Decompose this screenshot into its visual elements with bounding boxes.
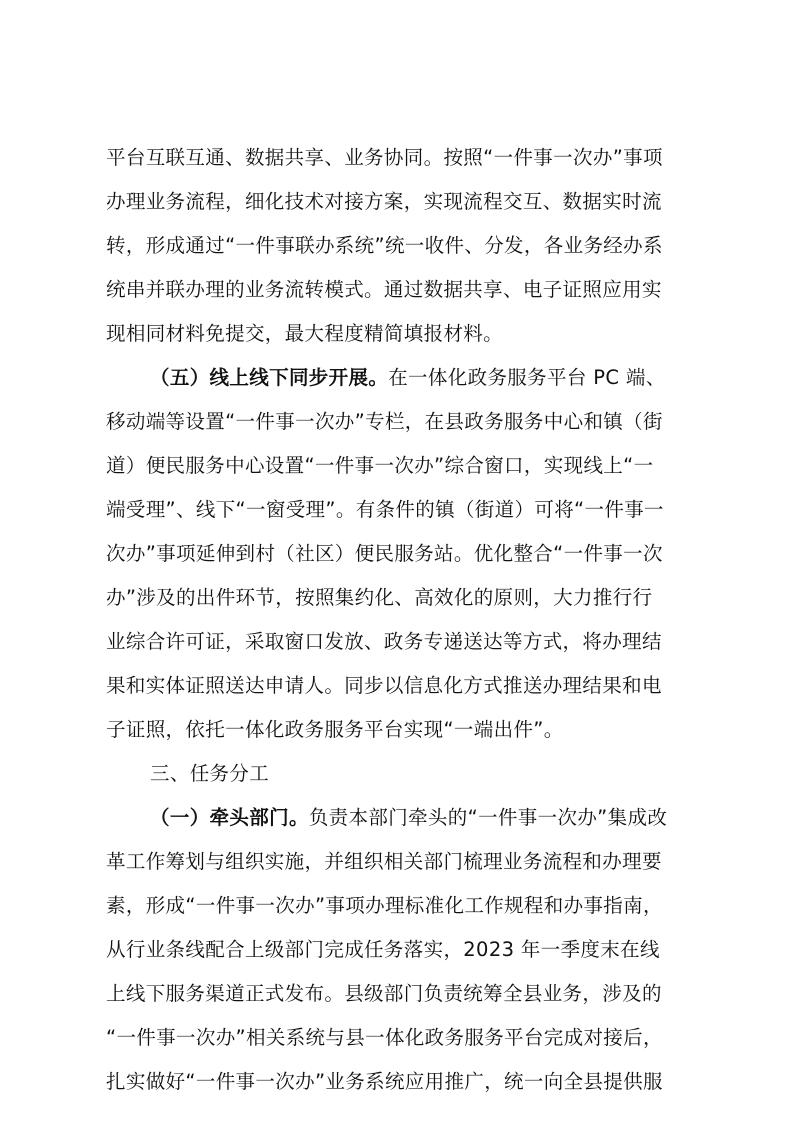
paragraph-text: 端受理”、线下“一窗受理”。有条件的镇（街道）可将“一件事一 xyxy=(106,498,664,521)
paragraph-text: 统串并联办理的业务流转模式。通过数据共享、电子证照应用实 xyxy=(106,278,662,301)
paragraph-text: 转，形成通过“一件事联办系统”统一收件、分发，各业务经办系 xyxy=(106,234,663,257)
paragraph-line xyxy=(0,492,793,528)
section-five-first-line xyxy=(0,360,793,396)
paragraph-line xyxy=(0,580,793,616)
paragraph-line xyxy=(0,184,793,220)
paragraph-line xyxy=(0,844,793,880)
paragraph-line xyxy=(0,1064,793,1100)
paragraph-text: 扎实做好“一件事一次办”业务系统应用推广，统一向全县提供服 xyxy=(106,1070,663,1093)
paragraph-text: 移动端等设置“一件事一次办”专栏，在县政务服务中心和镇（街 xyxy=(106,410,663,433)
paragraph-line xyxy=(0,976,793,1012)
paragraph-line xyxy=(0,228,793,264)
paragraph-line xyxy=(0,888,793,924)
paragraph-line xyxy=(0,668,793,704)
paragraph-text: 办”涉及的出件环节，按照集约化、高效化的原则，大力推行行 xyxy=(106,586,653,609)
paragraph-text: 次办”事项延伸到村（社区）便民服务站。优化整合“一件事一次 xyxy=(106,542,663,565)
paragraph-text: “一件事一次办”相关系统与县一体化政务服务平台完成对接后， xyxy=(106,1026,663,1049)
paragraph-line xyxy=(0,448,793,484)
paragraph-text: 素，形成“一件事一次办”事项办理标准化工作规程和办事指南， xyxy=(106,894,663,917)
section-heading: 三、任务分工 xyxy=(150,762,270,785)
paragraph-text: 果和实体证照送达申请人。同步以信息化方式推送办理结果和电 xyxy=(106,674,662,697)
paragraph-line xyxy=(0,712,793,748)
paragraph-line xyxy=(0,316,793,352)
subsection-one-first-line xyxy=(0,800,793,836)
paragraph-line xyxy=(0,932,793,968)
paragraph-line xyxy=(0,1020,793,1056)
paragraph-line xyxy=(0,272,793,308)
section-heading: （五）线上线下同步开展。 xyxy=(150,366,389,389)
paragraph-line xyxy=(0,536,793,572)
paragraph-text: 子证照，依托一体化政务服务平台实现“一端出件”。 xyxy=(106,718,564,741)
subsection-heading: （一）牵头部门。 xyxy=(150,806,309,829)
paragraph-text: 在一体化政务服务平台 PC 端、 xyxy=(388,366,666,389)
paragraph-text: 上线下服务渠道正式发布。县级部门负责统筹全县业务，涉及的 xyxy=(106,982,662,1005)
section-three-heading-line xyxy=(0,756,793,792)
paragraph-text: 从行业条线配合上级部门完成任务落实，2023 年一季度末在线 xyxy=(106,938,660,961)
paragraph-line xyxy=(0,624,793,660)
paragraph-text: 业综合许可证，采取窗口发放、政务专递送达等方式，将办理结 xyxy=(106,630,662,653)
paragraph-text: 革工作筹划与组织实施，并组织相关部门梳理业务流程和办理要 xyxy=(106,850,662,873)
paragraph-line xyxy=(0,140,793,176)
paragraph-text: 平台互联互通、数据共享、业务协同。按照“一件事一次办”事项 xyxy=(106,146,663,169)
paragraph-text: 道）便民服务中心设置“一件事一次办”综合窗口，实现线上“一 xyxy=(106,454,654,477)
paragraph-text: 现相同材料免提交，最大程度精简填报材料。 xyxy=(106,322,504,345)
paragraph-text: 负责本部门牵头的“一件事一次办”集成改 xyxy=(308,806,668,829)
paragraph-line xyxy=(0,404,793,440)
paragraph-text: 办理业务流程，细化技术对接方案，实现流程交互、数据实时流 xyxy=(106,190,662,213)
